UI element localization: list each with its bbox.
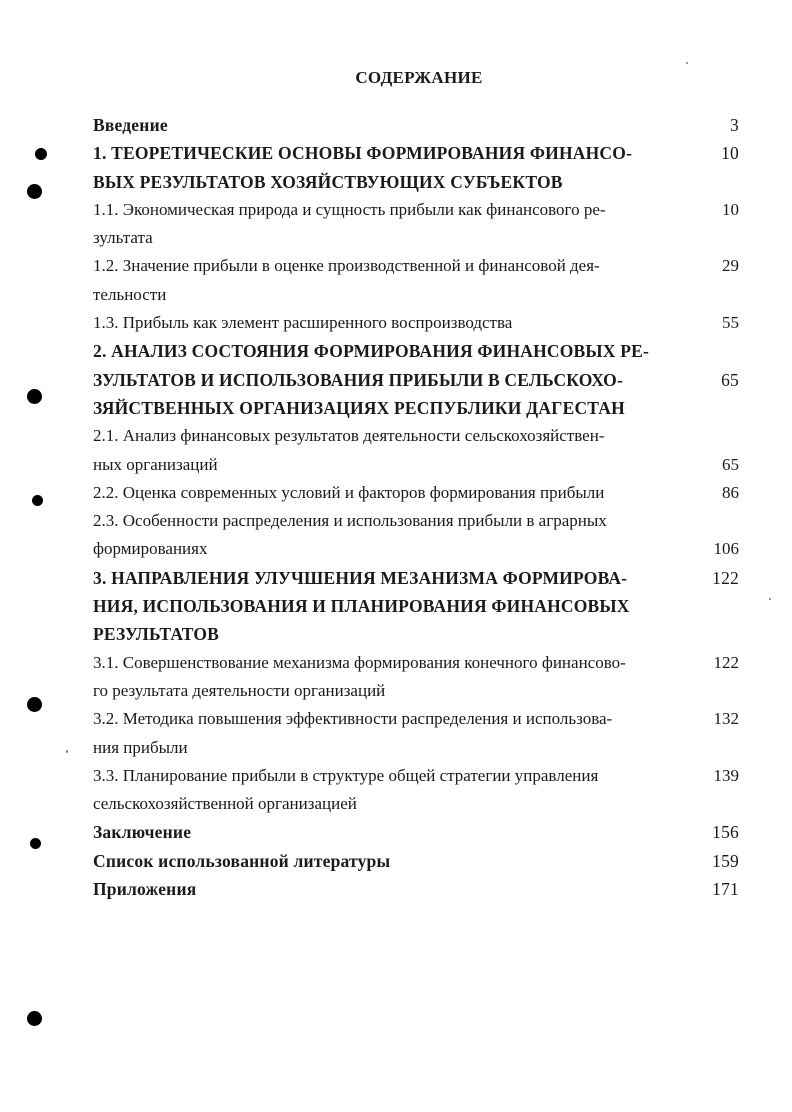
page-title: СОДЕРЖАНИЕ	[355, 68, 483, 87]
toc-entry-line	[93, 337, 741, 365]
toc-page-number: 132	[713, 709, 739, 729]
toc-entry-line	[93, 507, 741, 535]
toc-entry-line	[93, 620, 741, 648]
toc-page-number: 106	[713, 539, 739, 559]
toc-entry-text: Список использованной литературы	[93, 850, 391, 871]
scan-speck	[66, 750, 68, 753]
toc-page-number: 159	[712, 850, 739, 871]
toc-entry-line	[93, 196, 741, 224]
punch-hole	[27, 1011, 42, 1026]
punch-hole	[27, 184, 42, 199]
toc-entry-line	[93, 139, 741, 167]
toc-entry-text: го результата деятельности организаций	[93, 680, 386, 700]
toc-entry-text: 2.1. Анализ финансовых результатов деятельности сельскохозяйствен-	[93, 426, 605, 446]
toc-entry-text: 3.3. Планирование прибыли в структуре общей стратегии управления	[93, 765, 599, 785]
toc-page-number: 29	[722, 256, 739, 276]
toc-entry-text: 2.3. Особенности распределения и использования прибыли в аграрных	[93, 511, 607, 531]
toc-entry-text: 3.2. Методика повышения эффективности распределения и использова-	[93, 709, 613, 729]
toc-entry-line	[93, 564, 741, 592]
toc-entry-line	[93, 422, 741, 450]
punch-hole	[35, 148, 47, 160]
toc-entry-text: РЕЗУЛЬТАТОВ	[93, 624, 220, 645]
toc-entry-line	[93, 847, 741, 875]
toc-entry-text: Приложения	[93, 879, 197, 900]
toc-entry-line	[93, 535, 741, 563]
table-of-contents	[93, 111, 741, 903]
toc-entry-text: зультата	[93, 228, 153, 248]
toc-entry-line	[93, 224, 741, 252]
toc-entry-text: 1.2. Значение прибыли в оценке производственной и финансовой дея-	[93, 256, 600, 276]
toc-entry-text: 2.2. Оценка современных условий и факторов формирования прибыли	[93, 482, 605, 502]
toc-entry-text: ЗЯЙСТВЕННЫХ ОРГАНИЗАЦИЯХ РЕСПУБЛИКИ ДАГЕСТАН	[93, 397, 625, 418]
toc-entry-text: Введение	[93, 115, 168, 135]
toc-page-number: 122	[713, 652, 739, 672]
toc-page-number: 122	[712, 567, 739, 588]
toc-page-number: 3	[730, 115, 739, 135]
toc-entry-text: 3. НАПРАВЛЕНИЯ УЛУЧШЕНИЯ МЕЗАНИЗМА ФОРМИРОВА-	[93, 567, 628, 588]
toc-entry-line	[93, 649, 741, 677]
toc-entry-text: ных организаций	[93, 454, 218, 474]
punch-hole	[27, 697, 42, 712]
toc-entry-line	[93, 252, 741, 280]
toc-entry-text: 2. АНАЛИЗ СОСТОЯНИЯ ФОРМИРОВАНИЯ ФИНАНСОВЫХ РЕ-	[93, 341, 650, 362]
toc-page-number: 171	[712, 879, 739, 900]
toc-entry-text: 1.3. Прибыль как элемент расширенного воспроизводства	[93, 313, 513, 333]
scan-speck	[769, 598, 771, 600]
punch-hole	[30, 838, 41, 849]
toc-entry-line	[93, 790, 741, 818]
toc-entry-text: ния прибыли	[93, 737, 188, 757]
toc-entry-line	[93, 111, 741, 139]
toc-entry-line	[93, 734, 741, 762]
toc-page-number: 65	[721, 369, 739, 390]
toc-entry-line	[93, 479, 741, 507]
toc-entry-line	[93, 818, 741, 846]
toc-entry-text: 1.1. Экономическая природа и сущность прибыли как финансового ре-	[93, 199, 606, 219]
toc-entry-line	[93, 281, 741, 309]
toc-page-number: 55	[722, 313, 739, 333]
punch-hole	[27, 389, 42, 404]
toc-entry-text: НИЯ, ИСПОЛЬЗОВАНИЯ И ПЛАНИРОВАНИЯ ФИНАНСОВЫХ	[93, 596, 630, 617]
toc-entry-line	[93, 875, 741, 903]
toc-entry-line	[93, 705, 741, 733]
toc-entry-line	[93, 366, 741, 394]
toc-entry-text: сельскохозяйственной организацией	[93, 794, 357, 814]
toc-entry-text: 1. ТЕОРЕТИЧЕСКИЕ ОСНОВЫ ФОРМИРОВАНИЯ ФИНАНСО-	[93, 143, 633, 164]
scan-speck	[686, 62, 688, 64]
toc-entry-line	[93, 309, 741, 337]
toc-entry-line	[93, 168, 741, 196]
toc-entry-text: ЗУЛЬТАТОВ И ИСПОЛЬЗОВАНИЯ ПРИБЫЛИ В СЕЛЬСКОХО-	[93, 369, 623, 390]
toc-entry-line	[93, 592, 741, 620]
punch-hole	[32, 495, 43, 506]
toc-entry-line	[93, 451, 741, 479]
toc-page-number: 156	[712, 822, 739, 843]
toc-entry-line	[93, 762, 741, 790]
toc-page-number: 10	[722, 199, 739, 219]
toc-page-number: 10	[721, 143, 739, 164]
toc-entry-line	[93, 677, 741, 705]
toc-page-number: 65	[722, 454, 739, 474]
toc-entry-text: формированиях	[93, 539, 208, 559]
toc-entry-text: 3.1. Совершенствование механизма формирования конечного финансово-	[93, 652, 626, 672]
toc-entry-text: Заключение	[93, 822, 192, 843]
toc-page-number: 139	[713, 765, 739, 785]
toc-entry-text: ВЫХ РЕЗУЛЬТАТОВ ХОЗЯЙСТВУЮЩИХ СУБЪЕКТОВ	[93, 171, 563, 192]
toc-page-number: 86	[722, 482, 739, 502]
toc-entry-text: тельности	[93, 284, 167, 304]
toc-entry-line	[93, 394, 741, 422]
